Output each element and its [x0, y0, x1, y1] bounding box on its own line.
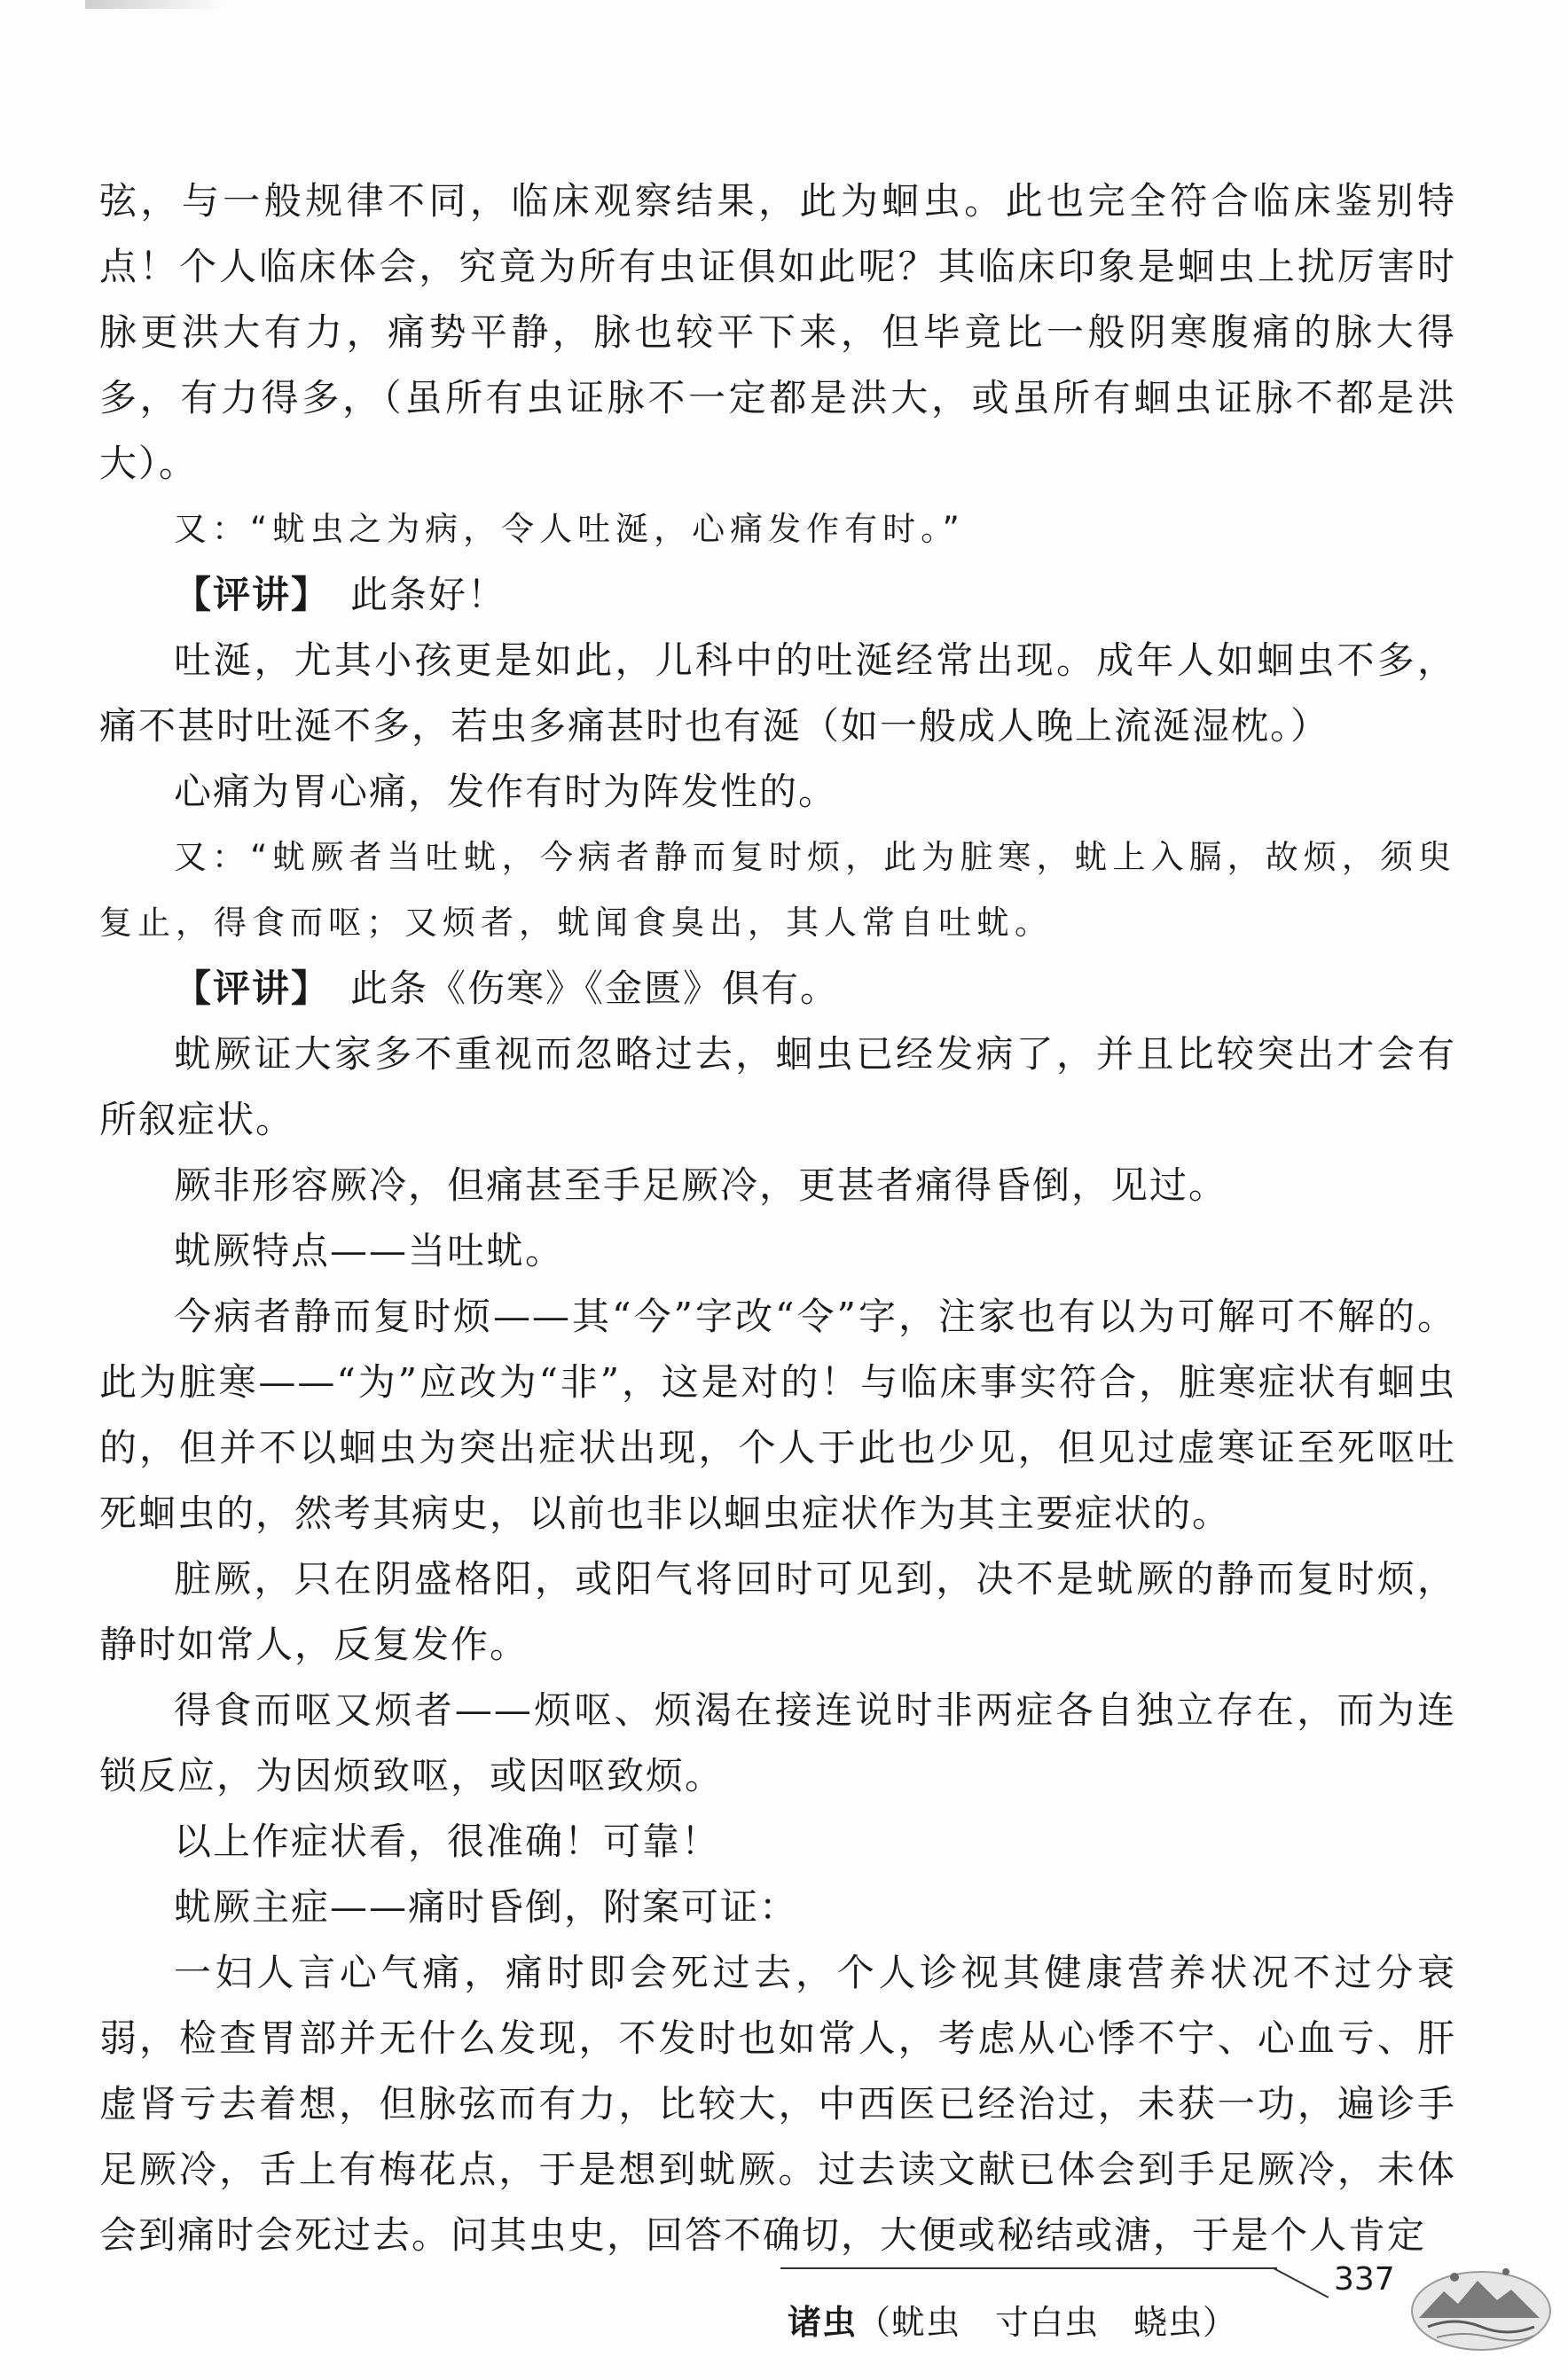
paragraph: 以上作症状看，很准确！可靠！ [174, 1820, 721, 1863]
paragraph: 今病者静而复时烦——其“今”字改“令”字，注家也有以为可解可不解的。此为脏寒——“为”应改为“非”，这是对的！与临床事实符合，脏寒症状有蛔虫的，但并不以蛔虫为突出症状出现，个人于此也少见，但见过虚寒证至死呕吐死蛔虫的，然考其病史，以前也非以蛔虫症状作为其主要症状的。 [99, 1295, 1456, 1535]
paragraph: 得食而呕又烦者——烦呕、烦渴在接连说时非两症各自独立存在，而为连锁反应，为因烦致呕，或因呕致烦。 [99, 1688, 1456, 1797]
footer-title-main: 诸虫 [788, 2302, 858, 2342]
footer-rule-slant [1274, 2267, 1329, 2298]
paragraph: 蚘厥特点——当吐蚘。 [174, 1229, 565, 1272]
page-number: 337 [1334, 2261, 1395, 2298]
quote-paragraph: 又：“蚘虫之为病，令人吐涎，心痛发作有时。” [174, 510, 965, 548]
comment-text: 此条《伤寒》《金匮》俱有。 [350, 967, 840, 1010]
paragraph: 弦，与一般规律不同，临床观察结果，此为蛔虫。此也完全符合临床鉴别特点！个人临床体会，究竟为所有虫证俱如此呢？其临床印象是蛔虫上扰厉害时脉更洪大有力，痛势平静，脉也较平下来，但毕竟比一般阴寒腹痛的脉大得多，有力得多，（虽所有虫证脉不一定都是洪大，或虽所有蛔虫证脉不都是洪大）。 [99, 179, 1456, 485]
paragraph: 厥非形容厥冷，但痛甚至手足厥冷，更甚者痛得昏倒，见过。 [174, 1163, 1228, 1207]
comment-label: 【评讲】 [174, 573, 312, 616]
landscape-emblem-icon [1401, 2242, 1552, 2357]
paragraph: 心痛为胃心痛，发作有时为阵发性的。 [174, 770, 838, 813]
paragraph: 一妇人言心气痛，痛时即会死过去，个人诊视其健康营养状况不过分衰弱，检查胃部并无什么发现，不发时也如常人，考虑从心悸不宁、心血亏、肝虚肾亏去着想，但脉弦而有力，比较大，中西医已经治过，未获一功，遍诊手足厥冷，舌上有梅花点，于是想到蚘厥。过去读文献已体会到手足厥冷，未体会到痛时会死过去。问其虫史，回答不确切，大便或秘结或溏，于是个人肯定 [99, 1951, 1456, 2257]
paragraph: 蚘厥证大家多不重视而忽略过去，蛔虫已经发病了，并且比较突出才会有所叙症状。 [99, 1032, 1456, 1141]
comment-text: 此条好！ [350, 573, 507, 616]
footer-rule [780, 2267, 1277, 2269]
header-smudge [85, 0, 227, 9]
footer-title-sub: （蚘虫 寸白虫 蛲虫） [857, 2303, 1238, 2342]
page-body [99, 168, 1456, 2268]
paragraph: 脏厥，只在阴盛格阳，或阳气将回时可见到，决不是蚘厥的静而复时烦，静时如常人，反复发作。 [99, 1557, 1456, 1666]
comment-paragraph [99, 562, 1456, 628]
comment-paragraph [99, 956, 1456, 1022]
paragraph: 吐涎，尤其小孩更是如此，儿科中的吐涎经常出现。成年人如蛔虫不多，痛不甚时吐涎不多，若虫多痛甚时也有涎（如一般成人晚上流涎湿枕。） [99, 638, 1456, 748]
comment-label: 【评讲】 [174, 967, 312, 1010]
quote-paragraph: 又：“蚘厥者当吐蚘，今病者静而复时烦，此为脏寒，蚘上入膈，故烦，须臾复止，得食而呕；又烦者，蚘闻食臭出，其人常自吐蚘。 [99, 838, 1456, 942]
running-footer-title [788, 2295, 1237, 2344]
paragraph: 蚘厥主症——痛时昏倒，附案可证： [174, 1885, 799, 1929]
